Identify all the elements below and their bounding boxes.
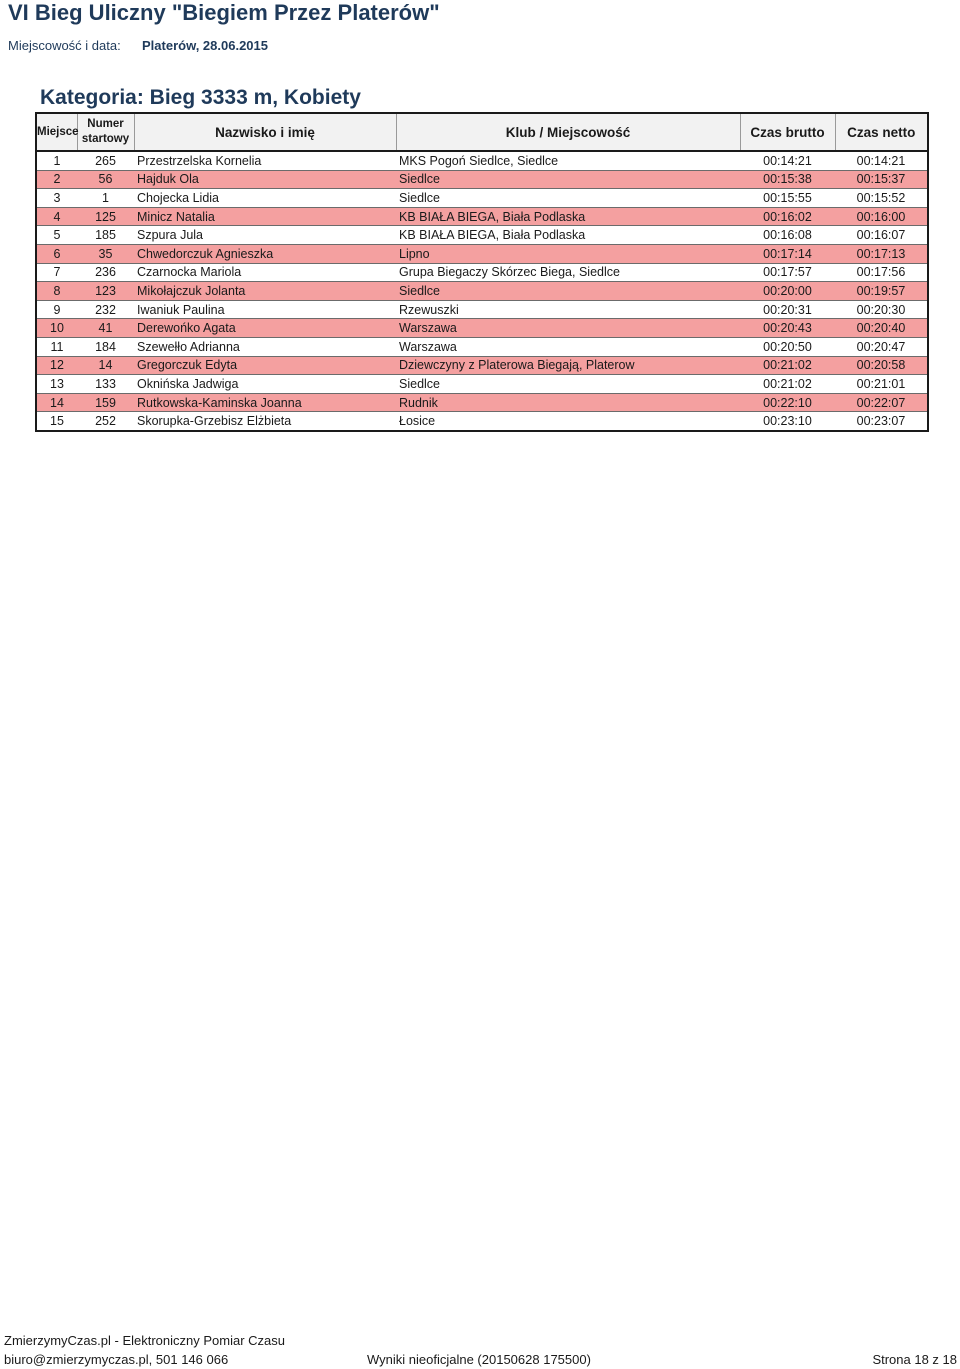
cell-name: Skorupka-Grzebisz Elżbieta [137,414,292,429]
cell-club: Rudnik [396,393,740,412]
cell-net-time: 00:17:56 [835,263,928,282]
cell-club: Siedlce [396,170,740,189]
cell-place: 12 [36,356,77,375]
cell-place: 4 [36,207,77,226]
cell-gross-time: 00:15:38 [740,170,835,189]
cell-gross-time: 00:16:08 [740,226,835,245]
col-bib-header-line2: startowy [81,133,130,145]
cell-gross-time: 00:20:43 [740,319,835,338]
cell-place: 10 [36,319,77,338]
cell-name: Derewońko Agata [134,319,396,338]
cell-gross-time: 00:21:02 [740,356,835,375]
cell-name: Oknińska Jadwiga [134,375,396,394]
cell-club: Grupa Biegaczy Skórzec Biega, Siedlce [396,263,740,282]
cell-name: Minicz Natalia [134,207,396,226]
place-date [8,38,268,53]
cell-name: Hajduk Ola [134,170,396,189]
cell-bib: 14 [77,356,134,375]
header-row [36,113,928,151]
place-date-value: Platerów, 28.06.2015 [142,38,268,53]
cell-place: 3 [36,189,77,208]
table-row [36,151,928,170]
results-table [35,112,929,432]
cell-bib: 41 [77,319,134,338]
place-date-label: Miejscowość i data: [8,38,121,53]
cell-place: 5 [36,226,77,245]
cell-net-time: 00:16:00 [835,207,928,226]
cell-gross-time: 00:22:10 [740,393,835,412]
cell-name: Szpura Jula [134,226,396,245]
cell-bib: 56 [77,170,134,189]
cell-net-time: 00:20:47 [835,337,928,356]
cell-club: Warszawa [396,337,740,356]
table-row [36,226,928,245]
cell-name: Czarnocka Mariola [134,263,396,282]
cell-name: Rutkowska-Kaminska Joanna [134,393,396,412]
table-row [36,375,928,394]
cell-gross-time: 00:17:57 [740,263,835,282]
cell-club: Warszawa [396,319,740,338]
cell-bib: 265 [77,151,134,170]
cell-net-time: 00:14:21 [835,151,928,170]
table-row [36,263,928,282]
cell-name: Szewełło Adrianna [134,337,396,356]
table-row [36,319,928,338]
cell-club: Dziewczyny z Platerowa Biegają, Platerow [396,356,740,375]
table-row [36,244,928,263]
cell-club: KB BIAŁA BIEGA, Biała Podlaska [396,207,740,226]
cell-bib: 184 [77,337,134,356]
cell-gross-time: 00:15:55 [740,189,835,208]
col-bib-header-line1: Numer [87,118,124,130]
cell-bib: 35 [77,244,134,263]
cell-net-time: 00:21:01 [835,375,928,394]
cell-bib: 232 [77,300,134,319]
col-place-header: Miejsce [36,113,77,151]
cell-net-time: 00:15:37 [835,170,928,189]
table-row [36,337,928,356]
cell-gross-time: 00:17:14 [740,244,835,263]
cell-place: 15 [50,414,64,429]
col-net-header: Czas netto [835,113,928,151]
cell-place: 8 [36,282,77,301]
cell-place: 9 [36,300,77,319]
cell-bib: 159 [77,393,134,412]
cell-place: 2 [36,170,77,189]
cell-gross-time: 00:21:02 [740,375,835,394]
col-bib-header [77,113,134,151]
event-title: VI Bieg Uliczny "Biegiem Przez Platerów" [8,0,440,25]
footer-company: ZmierzymyCzas.pl - Elektroniczny Pomiar Czasu [4,1333,286,1348]
category-title: Kategoria: Bieg 3333 m, Kobiety [40,86,361,109]
table-row [36,170,928,189]
col-name-header: Nazwisko i imię [134,113,396,151]
footer-status: Wyniki nieoficjalne (20150628 175500) [367,1352,591,1367]
cell-name: Iwaniuk Paulina [134,300,396,319]
col-gross-header: Czas brutto [740,113,835,151]
cell-name: Chojecka Lidia [134,189,396,208]
cell-bib: 125 [77,207,134,226]
cell-club: Siedlce [396,189,740,208]
cell-club: Lipno [396,244,740,263]
cell-gross-time: 00:14:21 [740,151,835,170]
cell-place: 13 [36,375,77,394]
cell-name: Gregorczuk Edyta [134,356,396,375]
footer-page: Strona 18 z 18 [872,1352,957,1367]
cell-net-time: 00:17:13 [835,244,928,263]
cell-club: Łosice [399,414,436,429]
cell-place: 11 [36,337,77,356]
cell-club: Siedlce [396,282,740,301]
cell-net-time: 00:20:58 [835,356,928,375]
cell-club: Rzewuszki [396,300,740,319]
cell-bib: 185 [77,226,134,245]
table-row [36,189,928,208]
cell-name: Mikołajczuk Jolanta [134,282,396,301]
cell-net-time: 00:16:07 [835,226,928,245]
cell-gross-time: 00:20:31 [740,300,835,319]
cell-gross-time: 00:23:10 [763,414,812,429]
cell-bib: 252 [95,414,116,429]
table-row [36,393,928,412]
cell-place: 14 [36,393,77,412]
cell-bib: 133 [77,375,134,394]
cell-place: 6 [36,244,77,263]
cell-net-time: 00:22:07 [835,393,928,412]
cell-bib: 123 [77,282,134,301]
cell-net-time: 00:20:30 [835,300,928,319]
cell-net-time: 00:15:52 [835,189,928,208]
table-row [36,356,928,375]
cell-place: 1 [36,151,77,170]
table-row [36,282,928,301]
cell-name: Przestrzelska Kornelia [134,151,396,170]
cell-place: 7 [36,263,77,282]
table-row [36,300,928,319]
cell-bib: 236 [77,263,134,282]
col-club-header: Klub / Miejscowość [396,113,740,151]
cell-net-time: 00:19:57 [835,282,928,301]
cell-gross-time: 00:16:02 [740,207,835,226]
cell-club: Siedlce [396,375,740,394]
cell-gross-time: 00:20:50 [740,337,835,356]
cell-net-time: 00:20:40 [835,319,928,338]
table-row [36,412,928,431]
cell-net-time: 00:23:07 [856,414,906,429]
cell-bib: 1 [77,189,134,208]
cell-club: KB BIAŁA BIEGA, Biała Podlaska [396,226,740,245]
table-row [36,207,928,226]
cell-gross-time: 00:20:00 [740,282,835,301]
cell-club: MKS Pogoń Siedlce, Siedlce [396,151,740,170]
footer-contact: biuro@zmierzymyczas.pl, 501 146 066 [4,1352,229,1367]
cell-name: Chwedorczuk Agnieszka [134,244,396,263]
